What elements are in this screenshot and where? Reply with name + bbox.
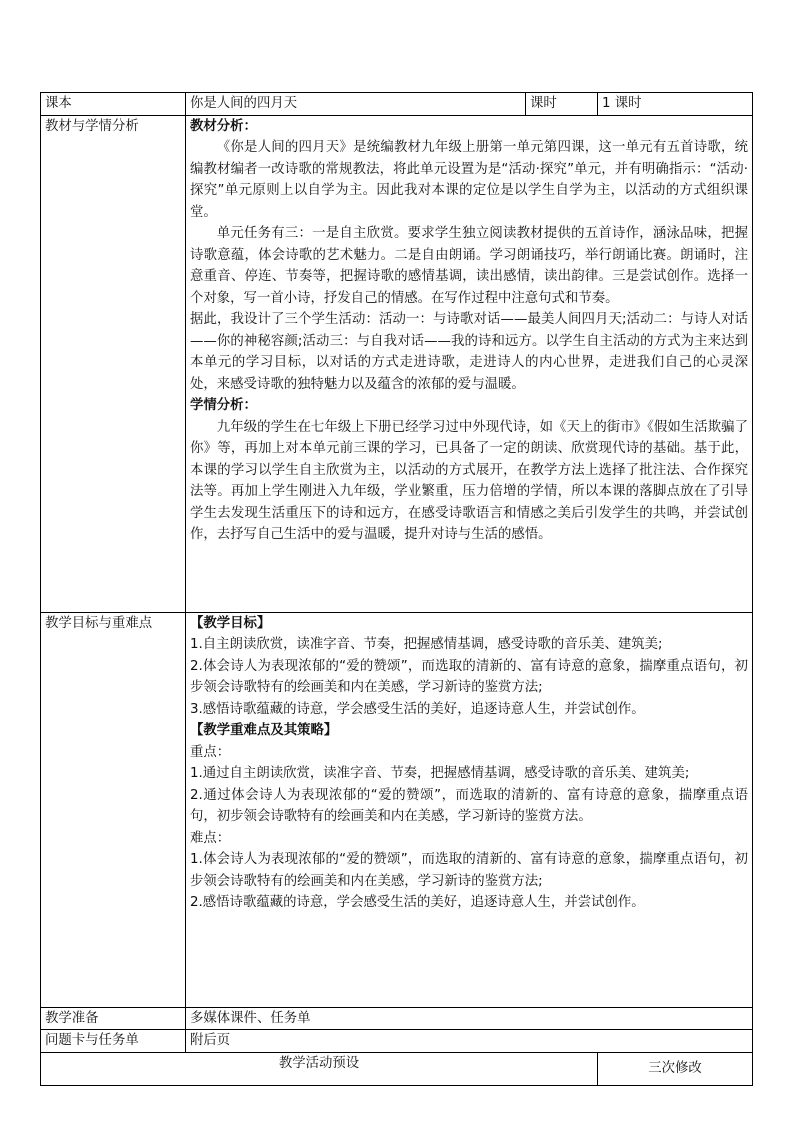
key-item: 2.通过体会诗人为表现浓郁的“爱的赞颂”，而选取的清新的、富有诗意的意象，揣摩重点语句，初步领会诗歌特有的绘画美和内在美感，学习新诗的鉴赏方法。 — [190, 787, 748, 824]
lesson-plan-table — [40, 92, 753, 1086]
analysis-label: 教材与学情分析 — [41, 115, 186, 612]
activity-label: 教学活动预设 — [41, 1052, 598, 1085]
material-paragraph: 《你是人间的四月天》是统编教材九年级上册第一单元第四课，这一单元有五首诗歌，统编教材编者一改诗歌的常规教法，将此单元设置为是“活动·探究”单元，并有明确指示：“活动·探究”单元原则上以自学为主。因此我对本课的定位是以学生自学为主，以活动的方式组织课堂。 — [190, 140, 748, 220]
design-paragraph: 据此，我设计了三个学生活动：活动一：与诗歌对话——最美人间四月天;活动二：与诗人对话——你的神秘容颜;活动三：与自我对话——我的诗和远方。以学生自主活动的方式为主来达到本单元的学习目标，以对话的方式走进诗歌，走进诗人的内心世界，走进我们自己的心灵深处，来感受诗歌的独特魅力以及蕴含的浓郁的爱与温暖。 — [190, 312, 748, 392]
goals-row — [41, 612, 753, 1007]
goal-item: 2.体会诗人为表现浓郁的“爱的赞颂”，而选取的清新的、富有诗意的意象，揣摩重点语句，初步领会诗歌特有的绘画美和内在美感，学习新诗的鉴赏方法; — [190, 658, 748, 695]
unit-task-paragraph: 单元任务有三：一是自主欣赏。要求学生独立阅读教材提供的五首诗作，涵泳品味，把握诗歌意蕴，体会诗歌的艺术魅力。二是自由朗诵。学习朗诵技巧，举行朗诵比赛。朗诵时，注意重音、停连、节奏等，把握诗歌的感情基调，读出感情，读出韵律。三是尝试创作。选择一个对象，写一首小诗，抒发自己的情感。在写作过程中注意句式和节奏。 — [190, 226, 748, 306]
course-value: 你是人间的四月天 — [186, 93, 526, 116]
task-card-label: 问题卡与任务单 — [41, 1030, 186, 1053]
key-item: 1.通过自主朗读欣赏，读准字音、节奏，把握感情基调，感受诗歌的音乐美、建筑美; — [190, 766, 690, 781]
course-label: 课本 — [41, 93, 186, 116]
difficult-item: 1.体会诗人为表现浓郁的“爱的赞颂”，而选取的清新的、富有诗意的意象，揣摩重点语句，初步领会诗歌特有的绘画美和内在美感，学习新诗的鉴赏方法; — [190, 852, 748, 889]
material-heading: 教材分析： — [190, 118, 257, 134]
hours-value: 1 课时 — [598, 93, 753, 116]
student-heading: 学情分析： — [190, 398, 257, 413]
hours-label: 课时 — [526, 93, 598, 116]
difficult-item: 2.感悟诗歌蕴藏的诗意，学会感受生活的美好，追逐诗意人生，并尝试创作。 — [190, 895, 645, 910]
task-card-row — [41, 1030, 753, 1053]
goal-item: 3.感悟诗歌蕴藏的诗意，学会感受生活的美好，追逐诗意人生，并尝试创作。 — [190, 701, 645, 717]
revision-label: 三次修改 — [598, 1052, 753, 1085]
activity-row — [41, 1052, 753, 1085]
task-card-value: 附后页 — [186, 1030, 753, 1053]
header-row — [41, 93, 753, 116]
goals-content — [186, 612, 753, 1007]
key-heading: 【教学重难点及其策略】 — [190, 723, 338, 738]
prep-value: 多媒体课件、任务单 — [186, 1007, 753, 1030]
analysis-content — [186, 115, 753, 612]
prep-row — [41, 1007, 753, 1030]
analysis-row — [41, 115, 753, 612]
prep-label: 教学准备 — [41, 1007, 186, 1030]
difficult-label: 难点： — [190, 830, 231, 846]
goal-item: 1.自主朗读欣赏，读准字音、节奏，把握感情基调，感受诗歌的音乐美、建筑美; — [190, 637, 663, 652]
student-paragraph: 九年级的学生在七年级上下册已经学习过中外现代诗，如《天上的街市》《假如生活欺骗了你》等，再加上对本单元前三课的学习，已具备了一定的朗读、欣赏现代诗的基础。基于此，本课的学习以学生自主欣赏为主，以活动的方式展开，在教学方法上选择了批注法、合作探究法等。再加上学生刚进入九年级，学业繁重，压力倍增的学情，所以本课的落脚点放在了引导学生去发现生活重压下的诗和远方，在感受诗歌语言和情感之美后引发学生的共鸣，并尝试创作，去抒写自己生活中的爱与温暖，提升对诗与生活的感悟。 — [190, 419, 748, 542]
goals-label: 教学目标与重难点 — [41, 612, 186, 1007]
key-label: 重点： — [190, 744, 231, 760]
goals-heading: 【教学目标】 — [190, 615, 271, 631]
